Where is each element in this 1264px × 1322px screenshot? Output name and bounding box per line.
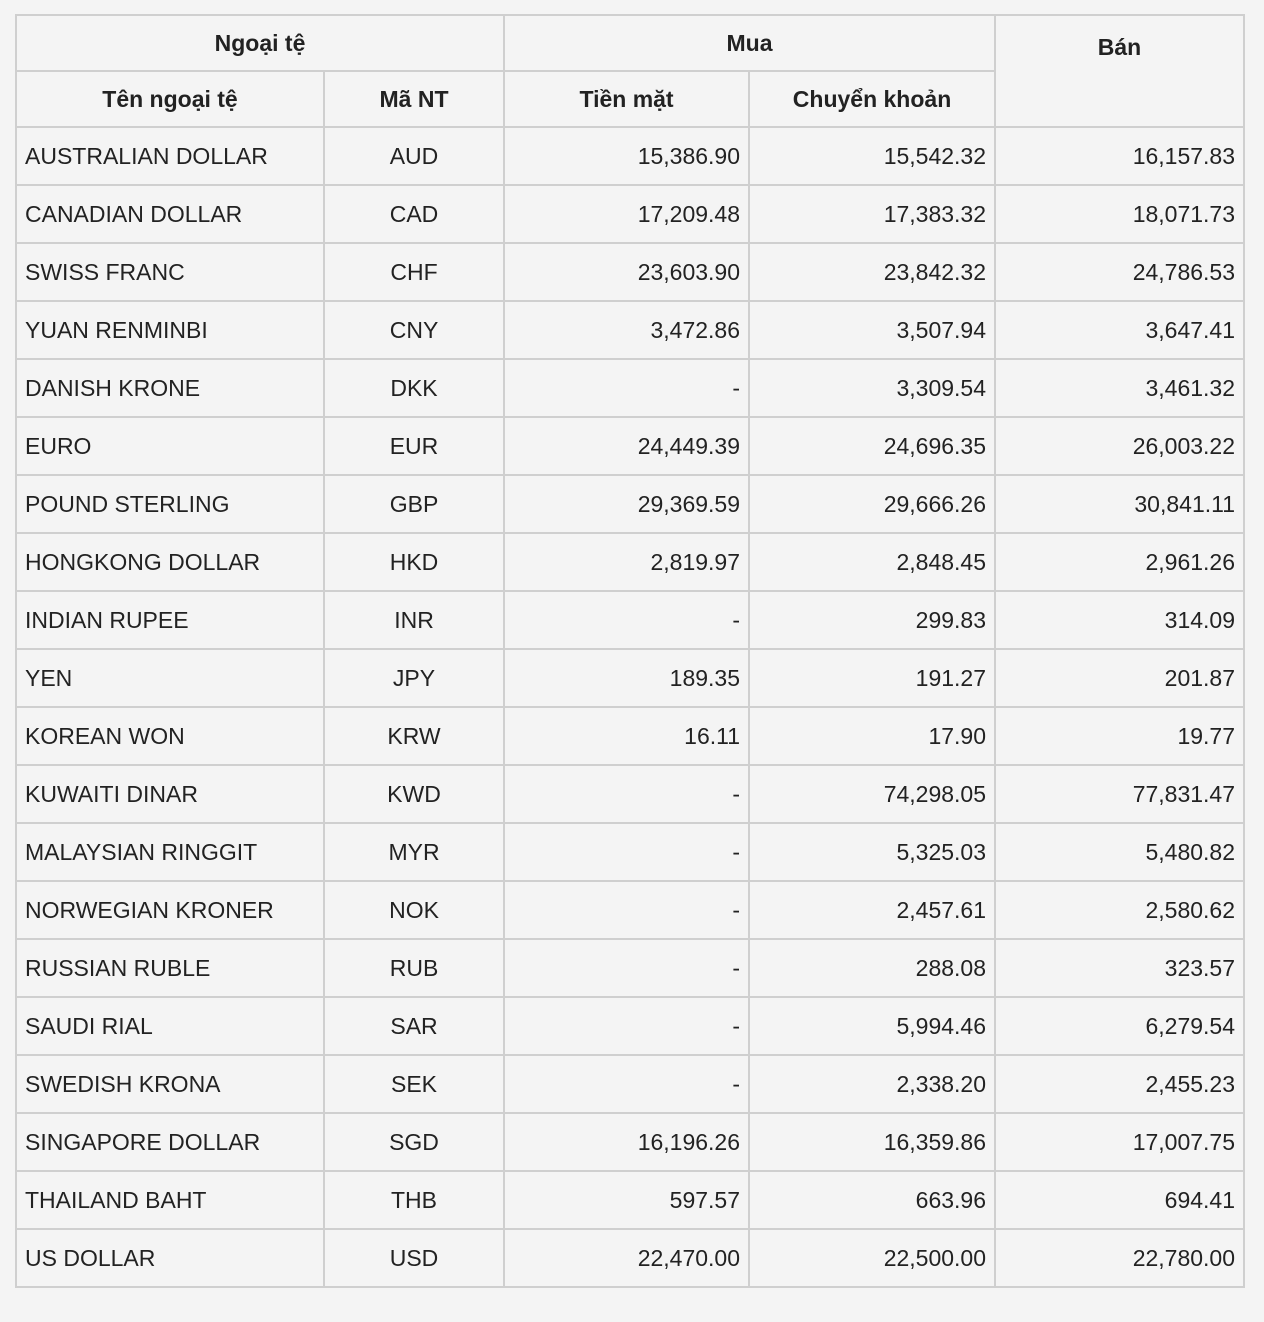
currency-code-cell: CHF bbox=[324, 243, 504, 301]
buy-transfer-cell: 17.90 bbox=[749, 707, 995, 765]
buy-cash-cell: - bbox=[504, 765, 749, 823]
header-currency-code: Mã NT bbox=[324, 71, 504, 127]
buy-transfer-cell: 299.83 bbox=[749, 591, 995, 649]
sell-cell: 22,780.00 bbox=[995, 1229, 1244, 1287]
currency-name-cell: SINGAPORE DOLLAR bbox=[16, 1113, 324, 1171]
buy-transfer-cell: 17,383.32 bbox=[749, 185, 995, 243]
buy-transfer-cell: 23,842.32 bbox=[749, 243, 995, 301]
sell-cell: 17,007.75 bbox=[995, 1113, 1244, 1171]
buy-cash-cell: 189.35 bbox=[504, 649, 749, 707]
sell-cell: 323.57 bbox=[995, 939, 1244, 997]
header-sell: Bán bbox=[995, 15, 1244, 127]
buy-cash-cell: 23,603.90 bbox=[504, 243, 749, 301]
table-header bbox=[16, 15, 1244, 127]
sell-cell: 3,647.41 bbox=[995, 301, 1244, 359]
buy-transfer-cell: 5,325.03 bbox=[749, 823, 995, 881]
currency-name-cell: HONGKONG DOLLAR bbox=[16, 533, 324, 591]
buy-transfer-cell: 15,542.32 bbox=[749, 127, 995, 185]
buy-cash-cell: - bbox=[504, 881, 749, 939]
currency-name-cell: THAILAND BAHT bbox=[16, 1171, 324, 1229]
table-row bbox=[16, 243, 1244, 301]
currency-name-cell: NORWEGIAN KRONER bbox=[16, 881, 324, 939]
buy-cash-cell: 22,470.00 bbox=[504, 1229, 749, 1287]
buy-cash-cell: - bbox=[504, 823, 749, 881]
table-row bbox=[16, 301, 1244, 359]
buy-cash-cell: - bbox=[504, 1055, 749, 1113]
sell-cell: 201.87 bbox=[995, 649, 1244, 707]
sell-cell: 2,455.23 bbox=[995, 1055, 1244, 1113]
table-row bbox=[16, 881, 1244, 939]
currency-code-cell: CAD bbox=[324, 185, 504, 243]
sell-cell: 30,841.11 bbox=[995, 475, 1244, 533]
currency-name-cell: POUND STERLING bbox=[16, 475, 324, 533]
table-row bbox=[16, 475, 1244, 533]
sell-cell: 26,003.22 bbox=[995, 417, 1244, 475]
currency-code-cell: SGD bbox=[324, 1113, 504, 1171]
currency-name-cell: CANADIAN DOLLAR bbox=[16, 185, 324, 243]
sell-cell: 24,786.53 bbox=[995, 243, 1244, 301]
header-cash: Tiền mặt bbox=[504, 71, 749, 127]
buy-cash-cell: - bbox=[504, 997, 749, 1055]
sell-cell: 694.41 bbox=[995, 1171, 1244, 1229]
sell-cell: 18,071.73 bbox=[995, 185, 1244, 243]
buy-cash-cell: 16.11 bbox=[504, 707, 749, 765]
currency-code-cell: RUB bbox=[324, 939, 504, 997]
buy-transfer-cell: 663.96 bbox=[749, 1171, 995, 1229]
currency-code-cell: NOK bbox=[324, 881, 504, 939]
currency-name-cell: RUSSIAN RUBLE bbox=[16, 939, 324, 997]
table-row bbox=[16, 533, 1244, 591]
currency-name-cell: YEN bbox=[16, 649, 324, 707]
currency-code-cell: SEK bbox=[324, 1055, 504, 1113]
buy-cash-cell: - bbox=[504, 359, 749, 417]
currency-name-cell: DANISH KRONE bbox=[16, 359, 324, 417]
buy-cash-cell: 2,819.97 bbox=[504, 533, 749, 591]
buy-cash-cell: 597.57 bbox=[504, 1171, 749, 1229]
buy-transfer-cell: 288.08 bbox=[749, 939, 995, 997]
currency-name-cell: KOREAN WON bbox=[16, 707, 324, 765]
buy-transfer-cell: 2,457.61 bbox=[749, 881, 995, 939]
table-row bbox=[16, 765, 1244, 823]
header-buy: Mua bbox=[504, 15, 995, 71]
header-transfer: Chuyển khoản bbox=[749, 71, 995, 127]
buy-transfer-cell: 29,666.26 bbox=[749, 475, 995, 533]
table-body bbox=[16, 127, 1244, 1287]
table-row bbox=[16, 1113, 1244, 1171]
buy-transfer-cell: 3,507.94 bbox=[749, 301, 995, 359]
currency-code-cell: SAR bbox=[324, 997, 504, 1055]
table-row bbox=[16, 823, 1244, 881]
buy-transfer-cell: 2,848.45 bbox=[749, 533, 995, 591]
buy-cash-cell: 15,386.90 bbox=[504, 127, 749, 185]
currency-name-cell: INDIAN RUPEE bbox=[16, 591, 324, 649]
currency-code-cell: HKD bbox=[324, 533, 504, 591]
buy-cash-cell: - bbox=[504, 939, 749, 997]
currency-name-cell: EURO bbox=[16, 417, 324, 475]
currency-code-cell: THB bbox=[324, 1171, 504, 1229]
currency-code-cell: KRW bbox=[324, 707, 504, 765]
buy-transfer-cell: 24,696.35 bbox=[749, 417, 995, 475]
table-row bbox=[16, 997, 1244, 1055]
table-row bbox=[16, 591, 1244, 649]
currency-name-cell: SWEDISH KRONA bbox=[16, 1055, 324, 1113]
sell-cell: 3,461.32 bbox=[995, 359, 1244, 417]
buy-transfer-cell: 191.27 bbox=[749, 649, 995, 707]
sell-cell: 19.77 bbox=[995, 707, 1244, 765]
currency-code-cell: MYR bbox=[324, 823, 504, 881]
currency-name-cell: MALAYSIAN RINGGIT bbox=[16, 823, 324, 881]
table-row bbox=[16, 1055, 1244, 1113]
sell-cell: 6,279.54 bbox=[995, 997, 1244, 1055]
buy-cash-cell: 29,369.59 bbox=[504, 475, 749, 533]
table-row bbox=[16, 417, 1244, 475]
currency-name-cell: US DOLLAR bbox=[16, 1229, 324, 1287]
sell-cell: 2,580.62 bbox=[995, 881, 1244, 939]
currency-code-cell: JPY bbox=[324, 649, 504, 707]
header-currency-name: Tên ngoại tệ bbox=[16, 71, 324, 127]
currency-code-cell: DKK bbox=[324, 359, 504, 417]
buy-transfer-cell: 5,994.46 bbox=[749, 997, 995, 1055]
table-row bbox=[16, 939, 1244, 997]
table-row bbox=[16, 1229, 1244, 1287]
currency-code-cell: GBP bbox=[324, 475, 504, 533]
buy-cash-cell: 3,472.86 bbox=[504, 301, 749, 359]
exchange-rate-table bbox=[15, 14, 1245, 1288]
buy-cash-cell: 17,209.48 bbox=[504, 185, 749, 243]
header-row-group bbox=[16, 15, 1244, 71]
currency-code-cell: KWD bbox=[324, 765, 504, 823]
buy-cash-cell: 16,196.26 bbox=[504, 1113, 749, 1171]
currency-name-cell: AUSTRALIAN DOLLAR bbox=[16, 127, 324, 185]
buy-cash-cell: - bbox=[504, 591, 749, 649]
currency-code-cell: EUR bbox=[324, 417, 504, 475]
currency-name-cell: YUAN RENMINBI bbox=[16, 301, 324, 359]
currency-code-cell: INR bbox=[324, 591, 504, 649]
currency-code-cell: AUD bbox=[324, 127, 504, 185]
buy-transfer-cell: 16,359.86 bbox=[749, 1113, 995, 1171]
buy-transfer-cell: 2,338.20 bbox=[749, 1055, 995, 1113]
table-row bbox=[16, 1171, 1244, 1229]
table-row bbox=[16, 359, 1244, 417]
table-row bbox=[16, 707, 1244, 765]
sell-cell: 16,157.83 bbox=[995, 127, 1244, 185]
header-foreign-currency: Ngoại tệ bbox=[16, 15, 504, 71]
currency-code-cell: USD bbox=[324, 1229, 504, 1287]
table-row bbox=[16, 185, 1244, 243]
sell-cell: 5,480.82 bbox=[995, 823, 1244, 881]
sell-cell: 77,831.47 bbox=[995, 765, 1244, 823]
sell-cell: 2,961.26 bbox=[995, 533, 1244, 591]
table-row bbox=[16, 649, 1244, 707]
buy-transfer-cell: 3,309.54 bbox=[749, 359, 995, 417]
buy-transfer-cell: 74,298.05 bbox=[749, 765, 995, 823]
currency-code-cell: CNY bbox=[324, 301, 504, 359]
exchange-rate-table-container bbox=[15, 14, 1245, 1288]
buy-cash-cell: 24,449.39 bbox=[504, 417, 749, 475]
table-row bbox=[16, 127, 1244, 185]
currency-name-cell: SAUDI RIAL bbox=[16, 997, 324, 1055]
sell-cell: 314.09 bbox=[995, 591, 1244, 649]
currency-name-cell: SWISS FRANC bbox=[16, 243, 324, 301]
buy-transfer-cell: 22,500.00 bbox=[749, 1229, 995, 1287]
currency-name-cell: KUWAITI DINAR bbox=[16, 765, 324, 823]
